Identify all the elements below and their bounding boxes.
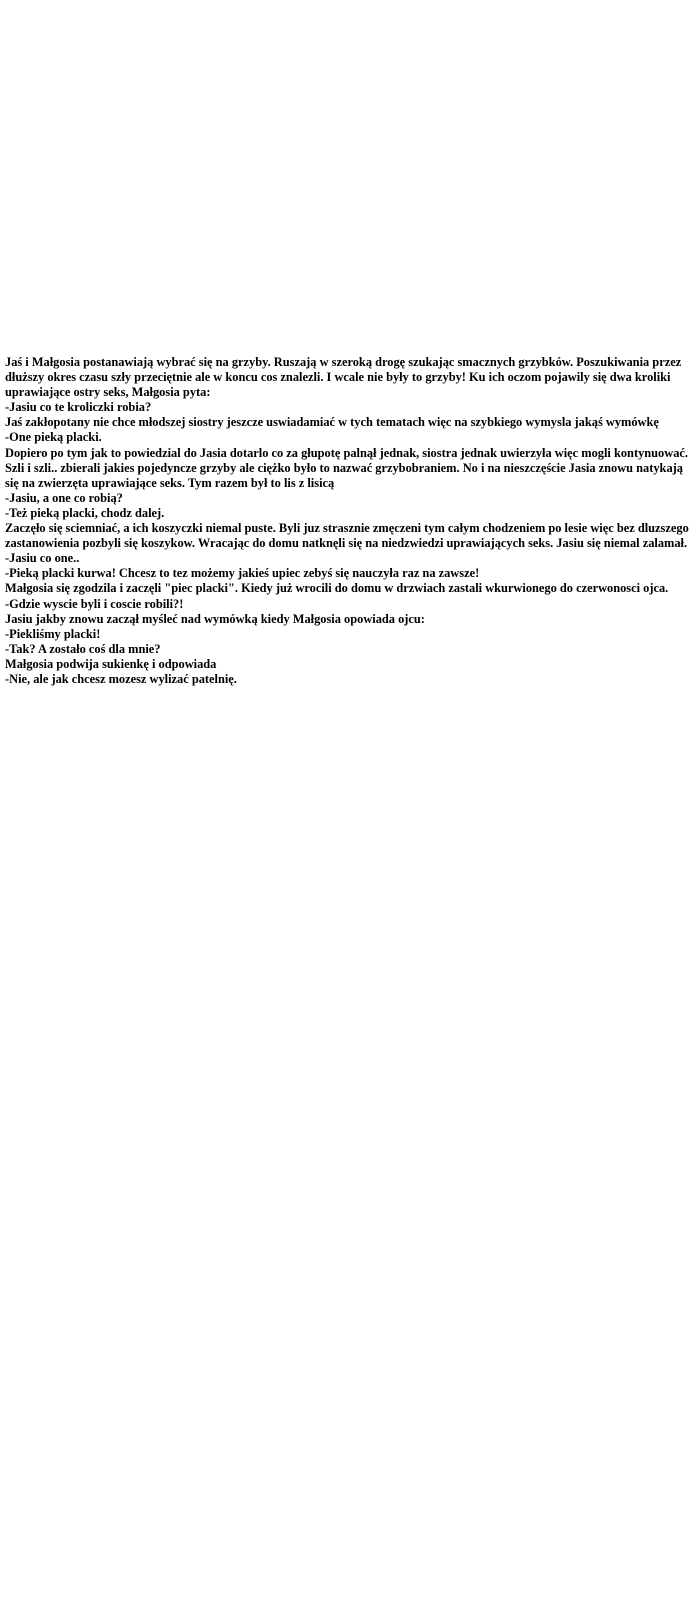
paragraph: -One pieką placki. bbox=[5, 430, 102, 445]
paragraph: -Jasiu, a one co robią? bbox=[5, 490, 123, 505]
story-text-block bbox=[5, 355, 695, 687]
paragraph: -Tak? A zostało coś dla mnie? bbox=[5, 641, 161, 656]
paragraph: -Też pieką placki, chodz dalej. bbox=[5, 505, 165, 520]
paragraph: -Pieką placki kurwa! Chcesz to tez możemy jakieś upiec zebyś się nauczyła raz na zawsze! bbox=[5, 566, 480, 581]
paragraph: Jaś i Małgosia postanawiają wybrać się na grzyby. Ruszają w szeroką drogę szukając smacznych grzybków. Poszukiwania przez dłuższy okres czasu szły przeciętnie ale w koncu cos znalezli. I wcale nie były to grzyby! Ku ich oczom pojawily się dwa krolikі uprawiające ostry seks, Małgosia pyta: bbox=[5, 355, 682, 400]
paragraph: Dopiero po tym jak to powiedzial do Jasia dotarlo co za głupotę palnął jednak, siostra jednak uwierzyła więc mogli kontynuować. Szli i szli.. zbierali jakies pojedyncze grzyby ale ciężko było to nazwać grzybobraniem. No i na nieszczęście Jasia znowu natykają się na zwierzęta uprawiające seks. Tym razem był to lis z lisicą bbox=[5, 445, 688, 490]
paragraph: Małgosia się zgodzila i zaczęli "piec placki". Kiedy już wrocili do domu w drzwiach zastali wkurwionego do czerwonosci ojca. bbox=[5, 581, 669, 596]
paragraph: -Nie, ale jak chcesz mozesz wylizać patelnię. bbox=[5, 671, 237, 686]
paragraph: Zaczęło się sciemniać, a ich koszyczki niemal puste. Byli juz strasznie zmęczeni tym całym chodzeniem po lesie więc bez dluzszego zastanowienia pozbyli się koszykow. Wracając do domu natknęli się na niedzwiedzi uprawiających seks. Jasiu się niemal zalamał. bbox=[5, 521, 689, 551]
paragraph: -Gdzie wyscie byli i coscie robili?! bbox=[5, 596, 184, 611]
paragraph: Małgosia podwija sukienkę i odpowiada bbox=[5, 656, 217, 671]
paragraph: -Piekliśmy placki! bbox=[5, 626, 101, 641]
paragraph: -Jasiu co one.. bbox=[5, 551, 80, 566]
paragraph: -Jasiu co te kroliczki robia? bbox=[5, 400, 152, 415]
paragraph: Jaś zakłopotany nie chce młodszej siostry jeszcze uswiadamiać w tych tematach więc na szybkiego wymysla jakąś wymówkę bbox=[5, 415, 659, 430]
paragraph: Jasiu jakby znowu zaczął myśleć nad wymówką kiedy Małgosia opowiada ojcu: bbox=[5, 611, 425, 626]
